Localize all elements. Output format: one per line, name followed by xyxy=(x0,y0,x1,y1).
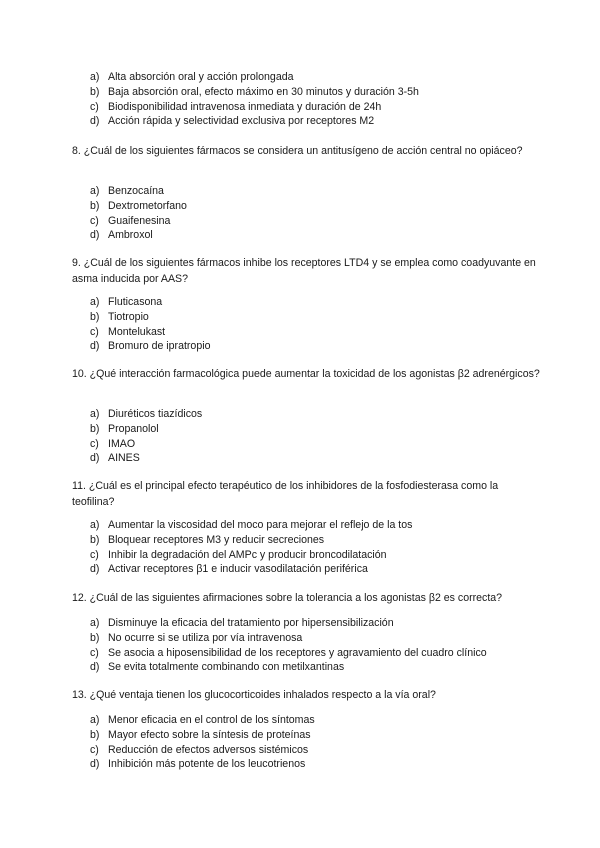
question-9: 9. ¿Cuál de los siguientes fármacos inhibe los receptores LTD4 y se emplea como coadyuvante en asma inducida por AAS? xyxy=(72,257,536,285)
option-item: a) Alta absorción oral y acción prolongada xyxy=(90,71,294,83)
option-item: d) Ambroxol xyxy=(90,229,153,242)
option-item: d) Bromuro de ipratropio xyxy=(90,340,211,353)
initial-options xyxy=(90,70,419,129)
question-9-options xyxy=(90,295,210,354)
option-item: a) Disminuye la eficacia del tratamiento por hipersensibilización xyxy=(90,617,394,629)
question-13-options xyxy=(90,713,315,772)
option-item: b) Bloquear receptores M3 y reducir secreciones xyxy=(90,533,325,546)
option-item: a) Diuréticos tiazídicos xyxy=(90,408,203,420)
question-12: 12. ¿Cuál de las siguientes afirmaciones sobre la tolerancia a los agonistas β2 es correcta? xyxy=(72,592,503,604)
option-item: d) Acción rápida y selectividad exclusiva por receptores M2 xyxy=(90,115,375,128)
option-item: c) Inhibir la degradación del AMPc y producir broncodilatación xyxy=(90,548,387,561)
option-item: b) Tiotropio xyxy=(90,310,149,323)
option-item: d) AINES xyxy=(90,452,140,465)
option-item: a) Menor eficacia en el control de los síntomas xyxy=(90,714,315,726)
option-item: d) Se evita totalmente combinando con metilxantinas xyxy=(90,661,345,674)
option-item: a) Benzocaína xyxy=(90,185,164,197)
option-item: b) Propanolol xyxy=(90,422,159,435)
question-10: 10. ¿Qué interacción farmacológica puede aumentar la toxicidad de los agonistas β2 adrenérgicos? xyxy=(72,368,540,380)
option-item: c) Montelukast xyxy=(90,325,166,338)
question-11-options xyxy=(90,518,412,577)
option-item: d) Activar receptores β1 e inducir vasodilatación periférica xyxy=(90,563,368,576)
option-item: d) Inhibición más potente de los leucotrienos xyxy=(90,758,306,771)
option-item: b) Mayor efecto sobre la síntesis de proteínas xyxy=(90,728,311,741)
question-8-options xyxy=(90,184,187,243)
option-item: c) Reducción de efectos adversos sistémicos xyxy=(90,743,309,756)
question-13: 13. ¿Qué ventaja tienen los glucocorticoides inhalados respecto a la vía oral? xyxy=(72,689,436,701)
option-item: c) IMAO xyxy=(90,437,136,450)
option-item: a) Fluticasona xyxy=(90,296,163,308)
option-item: b) Dextrometorfano xyxy=(90,199,187,212)
question-11: 11. ¿Cuál es el principal efecto terapéutico de los inhibidores de la fosfodiesterasa como la teofilina? xyxy=(72,480,499,508)
option-item: b) Baja absorción oral, efecto máximo en 30 minutos y duración 3-5h xyxy=(90,85,419,98)
option-item: a) Aumentar la viscosidad del moco para mejorar el reflejo de la tos xyxy=(90,519,413,531)
option-item: b) No ocurre si se utiliza por vía intravenosa xyxy=(90,631,303,644)
question-12-options xyxy=(90,616,487,675)
option-item: c) Se asocia a hiposensibilidad de los receptores y agravamiento del cuadro clínico xyxy=(90,646,487,659)
option-item: c) Biodisponibilidad intravenosa inmediata y duración de 24h xyxy=(90,100,382,113)
option-item: c) Guaifenesina xyxy=(90,214,171,227)
question-10-options xyxy=(90,407,202,466)
question-8: 8. ¿Cuál de los siguientes fármacos se considera un antitusígeno de acción central no opiáceo? xyxy=(72,145,523,157)
